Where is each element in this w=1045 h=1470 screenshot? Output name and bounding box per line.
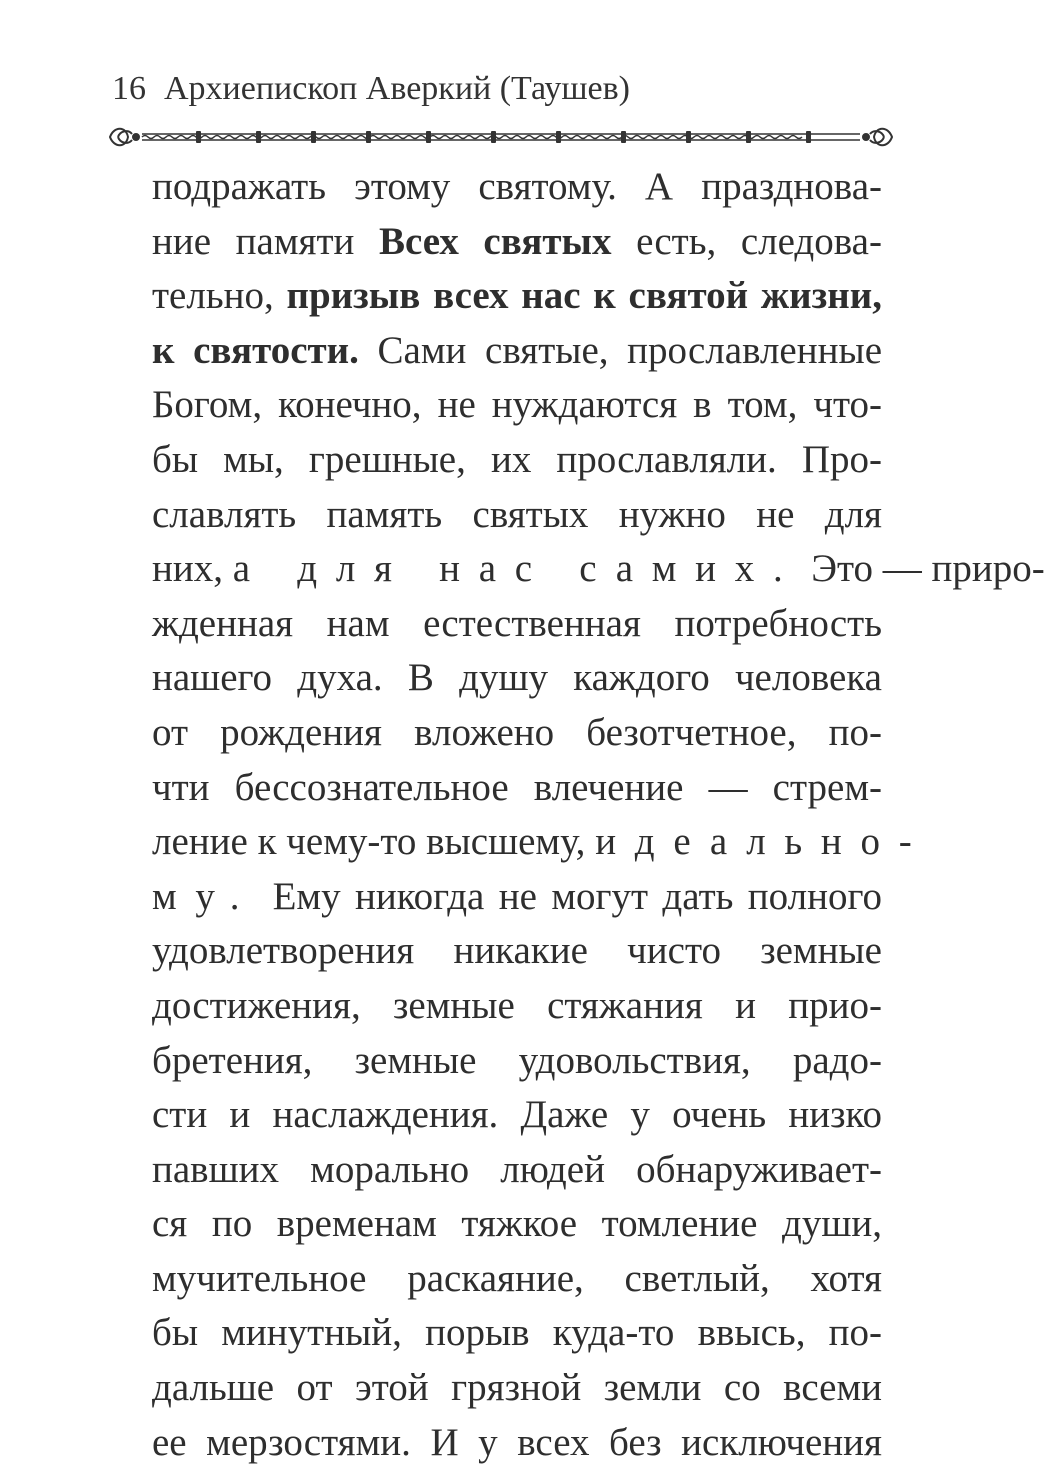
- text-line: [152, 761, 882, 816]
- page-header: [112, 70, 630, 114]
- text-segment: ние памяти: [152, 219, 379, 263]
- text-segment: дальше от этой грязной земли со всеми: [152, 1366, 882, 1410]
- text-segment: сти и наслаждения. Даже у очень низко: [152, 1093, 882, 1137]
- text-segment: удовлетворения никакие чисто земные: [152, 929, 882, 973]
- text-segment: достижения, земные стяжания и прио-: [152, 983, 882, 1027]
- text-segment: ление к чему-то высшему,: [152, 820, 596, 864]
- text-segment: Сами святые, прославленные: [358, 328, 882, 372]
- text-segment: Ему никогда не могут дать полного: [258, 874, 882, 918]
- text-segment: бы мы, грешные, их прославляли. Про-: [152, 437, 882, 481]
- page-number: 16: [112, 70, 146, 107]
- text-line: [152, 1197, 882, 1252]
- text-segment: жденная нам естественная потребность: [152, 601, 882, 645]
- ornament-left-flourish: [110, 129, 139, 146]
- text-line: [152, 488, 882, 543]
- text-line: [152, 269, 882, 324]
- spaced-emphasis-text: му.: [152, 874, 259, 918]
- bold-text: призыв всех нас к святой жизни,: [286, 274, 882, 318]
- text-line: [152, 324, 882, 379]
- text-line: [152, 215, 882, 270]
- text-segment: Богом, конечно, не нуждаются в том, что-: [152, 383, 882, 427]
- ornament-right-flourish: [863, 129, 892, 146]
- text-line: [152, 378, 882, 433]
- ornament-rope-line: [142, 134, 860, 140]
- text-line: [152, 1252, 882, 1307]
- bold-text: к святости.: [152, 328, 359, 372]
- spaced-emphasis-text: а для нас самих.: [232, 547, 802, 591]
- text-line: [152, 160, 882, 215]
- text-line: [152, 706, 882, 761]
- text-line: [152, 651, 882, 706]
- text-line: [152, 924, 882, 979]
- text-line: [152, 542, 1045, 597]
- text-line: [152, 1143, 882, 1198]
- text-segment: подражать этому святому. А празднова-: [152, 165, 882, 208]
- text-line: [152, 870, 882, 925]
- text-segment: есть, следова-: [611, 219, 882, 263]
- text-line: [152, 1306, 882, 1361]
- text-line: [152, 979, 882, 1034]
- running-title: Архиепископ Аверкий (Таушев): [164, 70, 630, 107]
- body-text: [152, 160, 1045, 1470]
- text-segment: них,: [152, 547, 233, 591]
- ornamental-divider: [106, 120, 896, 154]
- text-line: [152, 1416, 882, 1470]
- text-segment: чти бессознательное влечение — стрем-: [152, 765, 882, 809]
- text-segment: нашего духа. В душу каждого человека: [152, 656, 882, 700]
- text-segment: тельно,: [152, 274, 287, 318]
- text-line: [152, 1361, 882, 1416]
- text-segment: бретения, земные удовольствия, радо-: [152, 1038, 882, 1082]
- text-segment: мучительное раскаяние, светлый, хотя: [152, 1256, 882, 1300]
- text-segment: павших морально людей обнаруживает-: [152, 1147, 882, 1191]
- text-line: [152, 815, 931, 870]
- text-segment: ее мерзостями. И у всех без исключения: [152, 1420, 882, 1464]
- text-segment: бы минутный, порыв куда-то ввысь, по-: [152, 1311, 882, 1355]
- text-segment: славлять память святых нужно не для: [152, 492, 882, 536]
- bold-text: Всех святых: [378, 219, 612, 263]
- text-line: [152, 597, 882, 652]
- spaced-emphasis-text: идеально-: [595, 820, 931, 864]
- text-line: [152, 1088, 882, 1143]
- text-line: [152, 433, 882, 488]
- text-segment: Это — приро-: [801, 547, 1045, 591]
- text-segment: ся по временам тяжкое томление души,: [152, 1202, 882, 1246]
- text-line: [152, 1034, 882, 1089]
- text-segment: от рождения вложено безотчетное, по-: [152, 710, 882, 754]
